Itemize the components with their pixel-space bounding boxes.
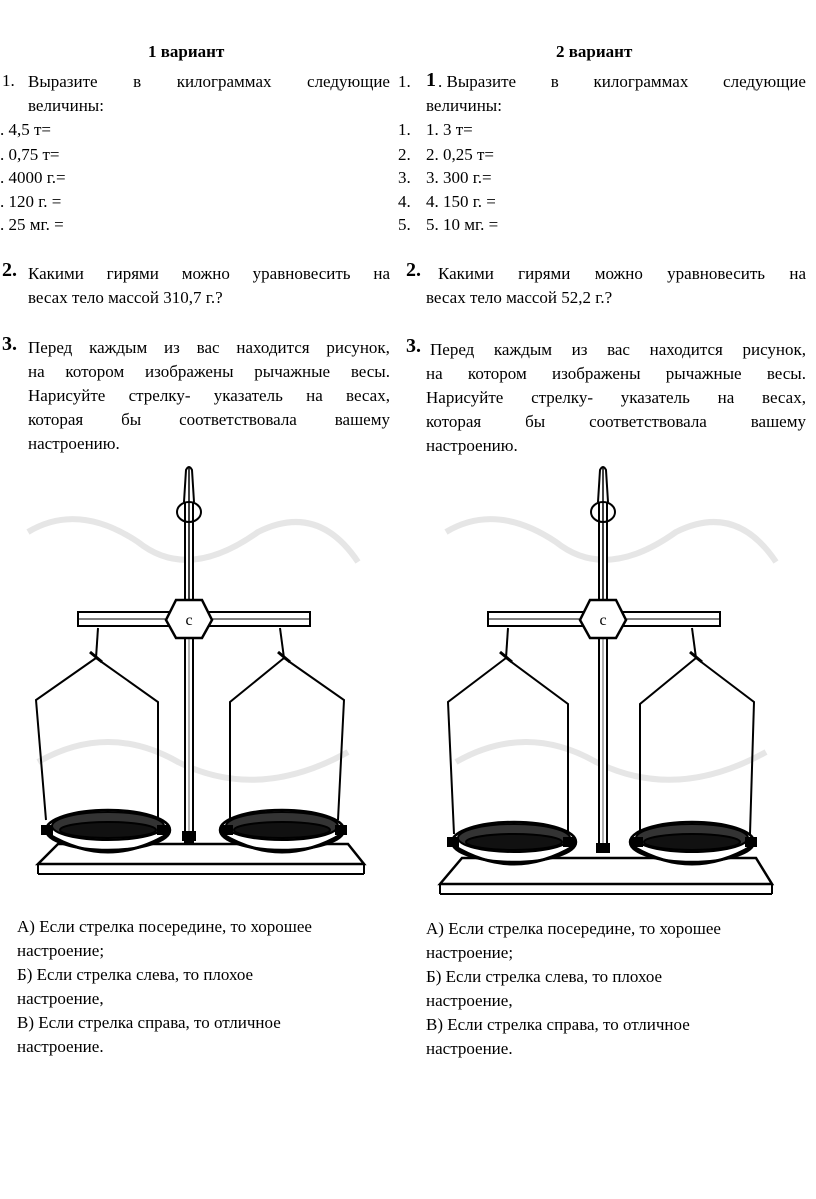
q3-text-line: Нарисуйте стрелку- указатель на весах, xyxy=(426,388,806,407)
lever-scale-illustration xyxy=(18,462,368,912)
q2-text: Какими гирями можно уравновесить на xyxy=(438,264,806,283)
q3-text: Перед каждым из вас находится рисунок, xyxy=(430,340,806,359)
svg-text:c: c xyxy=(185,612,193,629)
q1-item: 1. 3 т= xyxy=(426,120,473,139)
q1-item: . 4,5 т= xyxy=(0,120,52,139)
q1-item-marker: 3. xyxy=(398,168,411,187)
caption-c: В) Если стрелка справа, то отличное xyxy=(17,1013,281,1032)
q3-text-line: на котором изображены рычажные весы. xyxy=(28,362,390,381)
q1-marker: 1. xyxy=(398,72,411,91)
q1-text-cont: величины: xyxy=(28,96,104,115)
q3-text-last: настроению. xyxy=(28,434,120,453)
q1-number: 1. xyxy=(2,71,15,90)
q1-item: 4. 150 г. = xyxy=(426,192,496,211)
q1-item-marker: 5. xyxy=(398,215,411,234)
caption-b: Б) Если стрелка слева, то плохое xyxy=(426,967,663,986)
q3-text-line: на котором изображены рычажные весы. xyxy=(426,364,806,383)
q1-text: Выразите в килограммах следующие xyxy=(28,72,390,91)
caption-b-cont: настроение, xyxy=(17,989,104,1008)
q3-text: Перед каждым из вас находится рисунок, xyxy=(28,338,390,357)
caption-a: А) Если стрелка посередине, то хорошее xyxy=(17,917,312,936)
q2-text-cont: весах тело массой 310,7 г.? xyxy=(28,288,223,307)
q3-number: 3. xyxy=(406,335,421,357)
lever-scale-illustration xyxy=(436,462,786,922)
caption-b-cont: настроение, xyxy=(426,991,513,1010)
q1-item: 3. 300 г.= xyxy=(426,168,492,187)
svg-text:c: c xyxy=(599,612,607,629)
q2-text: Какими гирями можно уравновесить на xyxy=(28,264,390,283)
q3-text-last: настроению. xyxy=(426,436,518,455)
q3-number: 3. xyxy=(2,333,17,355)
caption-c: В) Если стрелка справа, то отличное xyxy=(426,1015,690,1034)
caption-c-cont: настроение. xyxy=(426,1039,513,1058)
variant-1-title: 1 вариант xyxy=(148,42,225,61)
q2-number: 2. xyxy=(2,259,17,281)
caption-a: А) Если стрелка посередине, то хорошее xyxy=(426,919,721,938)
q3-text-line: которая бы соответствовала вашему xyxy=(426,412,806,431)
q1-text: . Выразите в килограммах следующие xyxy=(438,72,806,91)
q1-item: 2. 0,25 т= xyxy=(426,145,495,164)
q1-item: . 25 мг. = xyxy=(0,215,64,234)
q1-item-marker: 2. xyxy=(398,145,411,164)
q1-item: 5. 10 мг. = xyxy=(426,215,499,234)
q1-item-marker: 4. xyxy=(398,192,411,211)
caption-a-cont: настроение; xyxy=(426,943,514,962)
q1-number: 1 xyxy=(426,69,436,91)
q1-item: . 0,75 т= xyxy=(0,145,60,164)
q1-item: . 120 г. = xyxy=(0,192,62,211)
q3-text-line: Нарисуйте стрелку- указатель на весах, xyxy=(28,386,390,405)
q1-item: . 4000 г.= xyxy=(0,168,66,187)
variant-2-title: 2 вариант xyxy=(556,42,633,61)
caption-b: Б) Если стрелка слева, то плохое xyxy=(17,965,254,984)
caption-c-cont: настроение. xyxy=(17,1037,104,1056)
q1-text-cont: величины: xyxy=(426,96,502,115)
q2-text-cont: весах тело массой 52,2 г.? xyxy=(426,288,613,307)
q3-text-line: которая бы соответствовала вашему xyxy=(28,410,390,429)
q2-number: 2. xyxy=(406,259,421,281)
caption-a-cont: настроение; xyxy=(17,941,105,960)
q1-item-marker: 1. xyxy=(398,120,411,139)
